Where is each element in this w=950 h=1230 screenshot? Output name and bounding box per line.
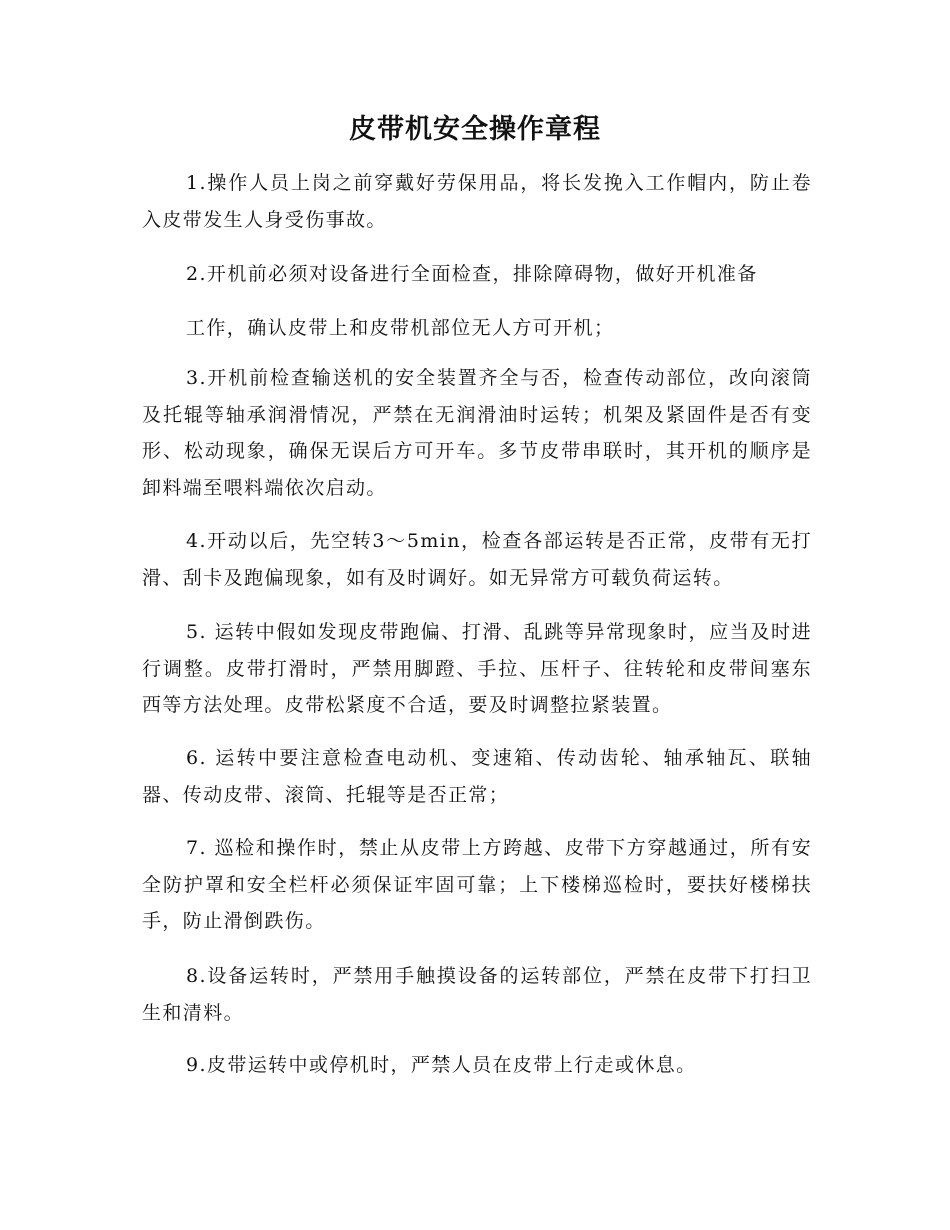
paragraph-1: 1.操作人员上岗之前穿戴好劳保用品，将长发挽入工作帽内，防止卷入皮带发生人身受伤事故。 <box>142 172 812 231</box>
paragraph-4: 4.开动以后，先空转3～5min，检查各部运转是否正常，皮带有无打滑、刮卡及跑偏现象，如有及时调好。如无异常方可载负荷运转。 <box>142 530 812 589</box>
paragraph-6: 6. 运转中要注意检查电动机、变速箱、传动齿轮、轴承轴瓦、联轴器、传动皮带、滚筒、托辊等是否正常； <box>142 747 812 806</box>
paragraph-9: 9.皮带运转中或停机时，严禁人员在皮带上行走或休息。 <box>186 1054 697 1076</box>
paragraph-5: 5. 运转中假如发现皮带跑偏、打滑、乱跳等异常现象时，应当及时进行调整。皮带打滑时，严禁用脚蹬、手拉、压杆子、往转轮和皮带间塞东西等方法处理。皮带松紧度不合适，要及时调整拉紧装置。 <box>142 621 812 716</box>
paragraph-2: 2.开机前必须对设备进行全面检查，排除障碍物，做好开机准备 <box>186 263 758 285</box>
paragraph-2-continued: 工作，确认皮带上和皮带机部位无人方可开机； <box>186 317 615 339</box>
paragraph-7: 7. 巡检和操作时，禁止从皮带上方跨越、皮带下方穿越通过，所有安全防护罩和安全栏杆必须保证牢固可靠；上下楼梯巡检时，要扶好楼梯扶手，防止滑倒跌伤。 <box>142 837 812 932</box>
paragraph-8: 8.设备运转时，严禁用手触摸设备的运转部位，严禁在皮带下打扫卫生和清料。 <box>142 965 812 1024</box>
paragraph-3: 3.开机前检查输送机的安全装置齐全与否，检查传动部位，改向滚筒及托辊等轴承润滑情况，严禁在无润滑油时运转；机架及紧固件是否有变形、松动现象，确保无误后方可开车。多节皮带串联时，其开机的顺序是卸料端至喂料端依次启动。 <box>142 367 812 499</box>
document-title: 皮带机安全操作章程 <box>349 114 601 145</box>
